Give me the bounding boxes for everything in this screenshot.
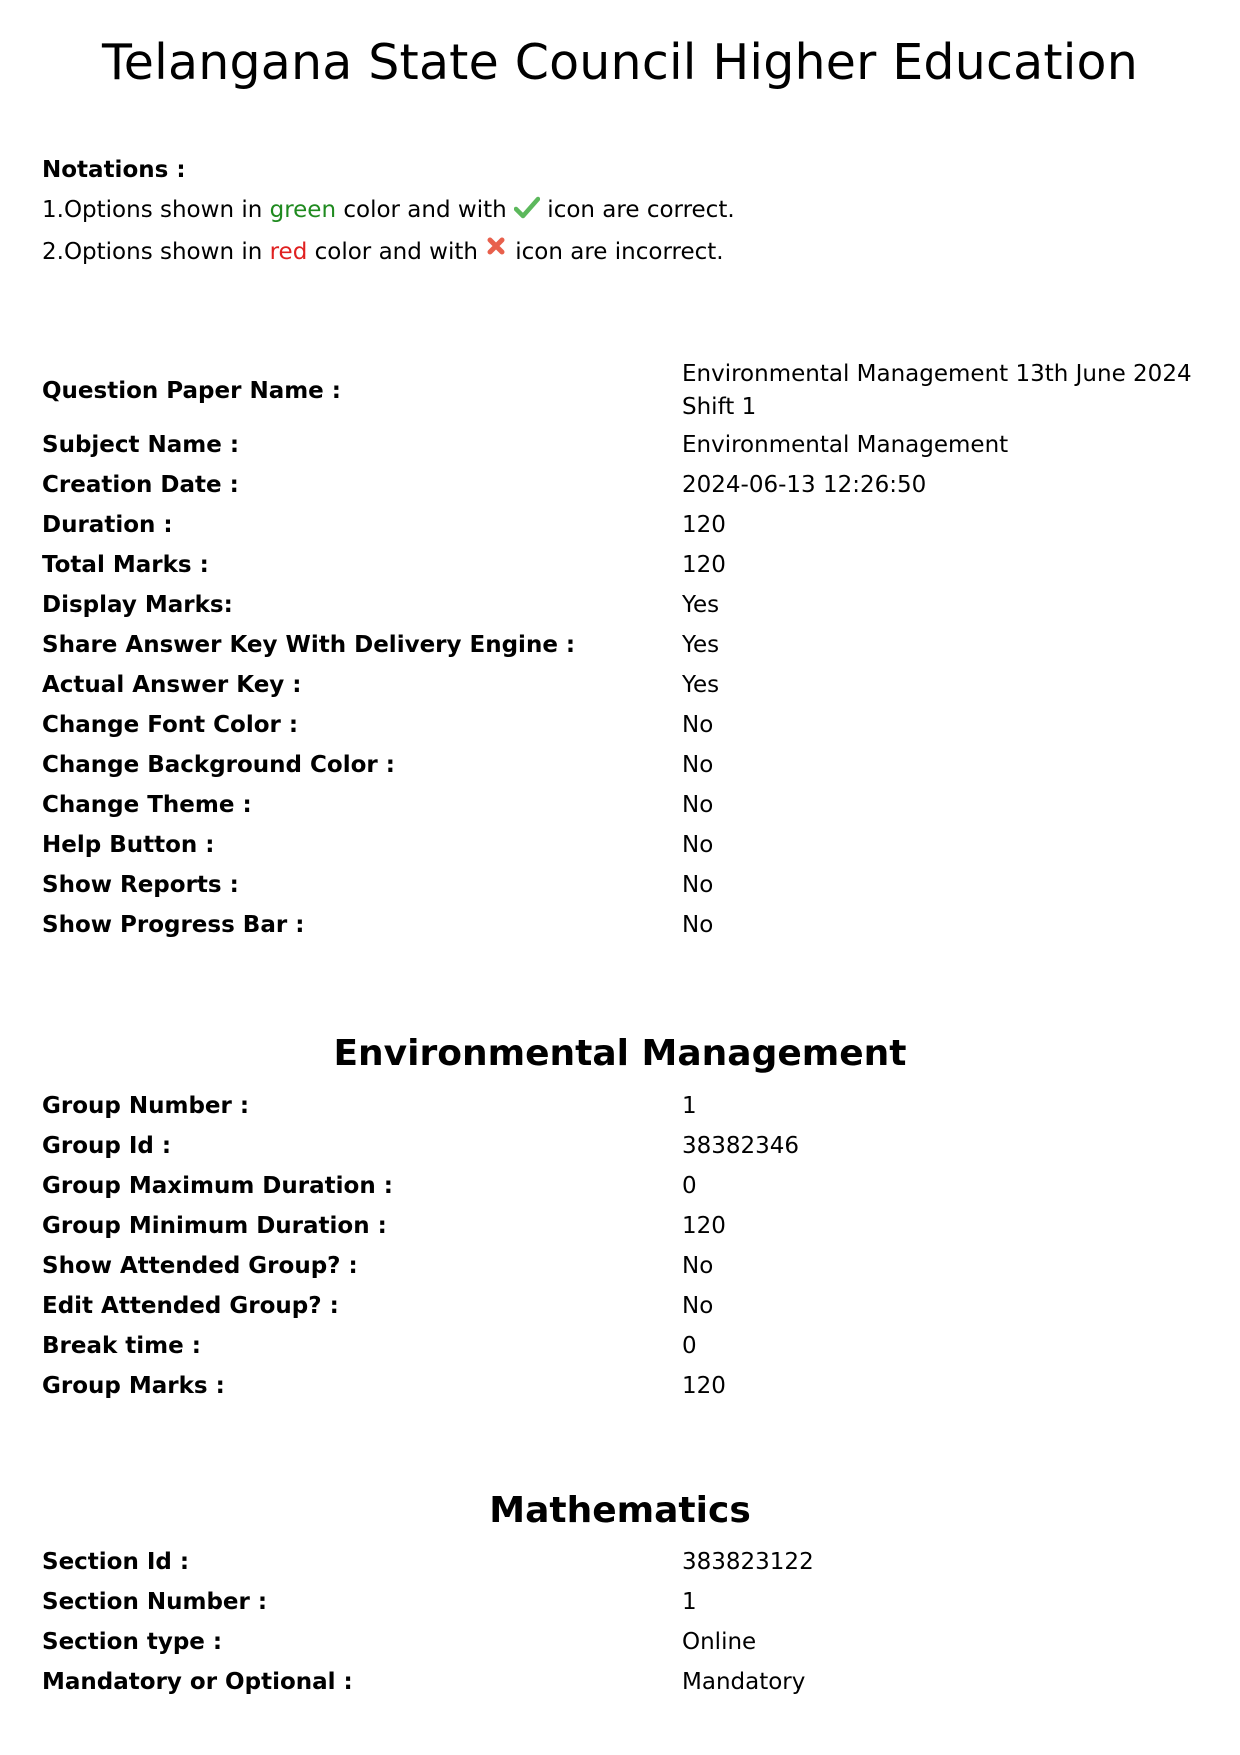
info-value: No <box>682 831 714 858</box>
notation-incorrect <box>42 230 735 272</box>
info-row <box>42 1542 1202 1582</box>
info-label: Duration : <box>42 512 173 538</box>
info-row <box>42 357 1202 425</box>
info-label: Change Background Color : <box>42 752 395 778</box>
info-value: No <box>682 871 714 898</box>
notation-incorrect-prefix: 2.Options shown in <box>42 239 270 265</box>
info-label: Group Number : <box>42 1093 250 1119</box>
info-label: Change Theme : <box>42 792 252 818</box>
info-row <box>42 1286 1202 1326</box>
info-value: 120 <box>682 511 726 538</box>
info-label: Change Font Color : <box>42 712 299 738</box>
info-value: 2024-06-13 12:26:50 <box>682 471 927 498</box>
info-label: Break time : <box>42 1333 201 1359</box>
info-row <box>42 545 1202 585</box>
info-row <box>42 705 1202 745</box>
info-value: Yes <box>682 591 720 618</box>
info-value: Yes <box>682 631 720 658</box>
info-label: Group Id : <box>42 1133 172 1159</box>
info-label: Edit Attended Group? : <box>42 1293 339 1319</box>
info-label: Help Button : <box>42 832 215 858</box>
info-label: Group Maximum Duration : <box>42 1173 393 1199</box>
info-label: Creation Date : <box>42 472 239 498</box>
info-value: No <box>682 911 714 938</box>
info-value: 120 <box>682 1212 726 1239</box>
info-row <box>42 1326 1202 1366</box>
notations-heading: Notations : <box>42 157 186 183</box>
notation-incorrect-middle: color and with <box>307 239 486 265</box>
notation-incorrect-suffix: icon are incorrect. <box>515 239 724 265</box>
cross-icon <box>485 230 507 252</box>
info-value: Online <box>682 1628 757 1655</box>
notation-correct-suffix: icon are correct. <box>540 197 735 223</box>
group-heading: Environmental Management <box>333 1033 907 1074</box>
info-label: Share Answer Key With Delivery Engine : <box>42 632 576 658</box>
info-value: No <box>682 751 714 778</box>
info-value: 120 <box>682 1372 726 1399</box>
info-row <box>42 1206 1202 1246</box>
info-label: Section Number : <box>42 1589 268 1615</box>
notation-correct <box>42 190 735 230</box>
info-value: 383823122 <box>682 1548 814 1575</box>
info-label: Display Marks: <box>42 592 233 618</box>
info-value: No <box>682 1292 714 1319</box>
info-row <box>42 1366 1202 1406</box>
info-row <box>42 1582 1202 1622</box>
notation-green-word: green <box>269 197 337 223</box>
info-row <box>42 505 1202 545</box>
info-row <box>42 1086 1202 1126</box>
info-row <box>42 1246 1202 1286</box>
info-value: No <box>682 791 714 818</box>
section-info-table <box>42 1542 1202 1702</box>
info-row <box>42 465 1202 505</box>
notation-correct-middle: color and with <box>336 197 514 223</box>
info-value: No <box>682 711 714 738</box>
info-value: 38382346 <box>682 1132 800 1159</box>
info-label: Show Reports : <box>42 872 239 898</box>
info-row <box>42 1166 1202 1206</box>
info-row <box>42 745 1202 785</box>
info-label: Group Minimum Duration : <box>42 1213 387 1239</box>
info-value: 1 <box>682 1092 697 1119</box>
info-label: Total Marks : <box>42 552 209 578</box>
question-paper-info-table <box>42 357 1202 945</box>
info-value: 0 <box>682 1172 697 1199</box>
info-label: Show Progress Bar : <box>42 912 305 938</box>
info-row <box>42 425 1202 465</box>
info-label: Show Attended Group? : <box>42 1253 358 1279</box>
info-label: Question Paper Name : <box>42 378 341 404</box>
info-value: Environmental Management 13th June 2024 Shift 1 <box>682 361 1192 420</box>
info-label: Mandatory or Optional : <box>42 1669 353 1695</box>
check-icon <box>514 193 540 217</box>
info-row <box>42 585 1202 625</box>
info-label: Section Id : <box>42 1549 190 1575</box>
info-value: 1 <box>682 1588 697 1615</box>
info-label: Subject Name : <box>42 432 240 458</box>
info-row <box>42 1622 1202 1662</box>
info-row <box>42 665 1202 705</box>
info-row <box>42 625 1202 665</box>
info-value: 0 <box>682 1332 697 1359</box>
info-value: Mandatory <box>682 1668 806 1695</box>
info-row <box>42 785 1202 825</box>
info-label: Group Marks : <box>42 1373 225 1399</box>
info-value: Environmental Management <box>682 431 1009 458</box>
notations-block <box>42 150 735 272</box>
group-info-table <box>42 1086 1202 1406</box>
info-label: Actual Answer Key : <box>42 672 302 698</box>
info-row <box>42 905 1202 945</box>
info-row <box>42 1126 1202 1166</box>
info-row <box>42 865 1202 905</box>
section-heading: Mathematics <box>489 1490 751 1531</box>
info-row <box>42 825 1202 865</box>
page-title: Telangana State Council Higher Education <box>102 34 1138 91</box>
info-value: 120 <box>682 551 726 578</box>
info-value: Yes <box>682 671 720 698</box>
info-row <box>42 1662 1202 1702</box>
info-value: No <box>682 1252 714 1279</box>
notation-red-word: red <box>269 239 308 265</box>
notation-correct-prefix: 1.Options shown in <box>42 197 270 223</box>
info-label: Section type : <box>42 1629 223 1655</box>
